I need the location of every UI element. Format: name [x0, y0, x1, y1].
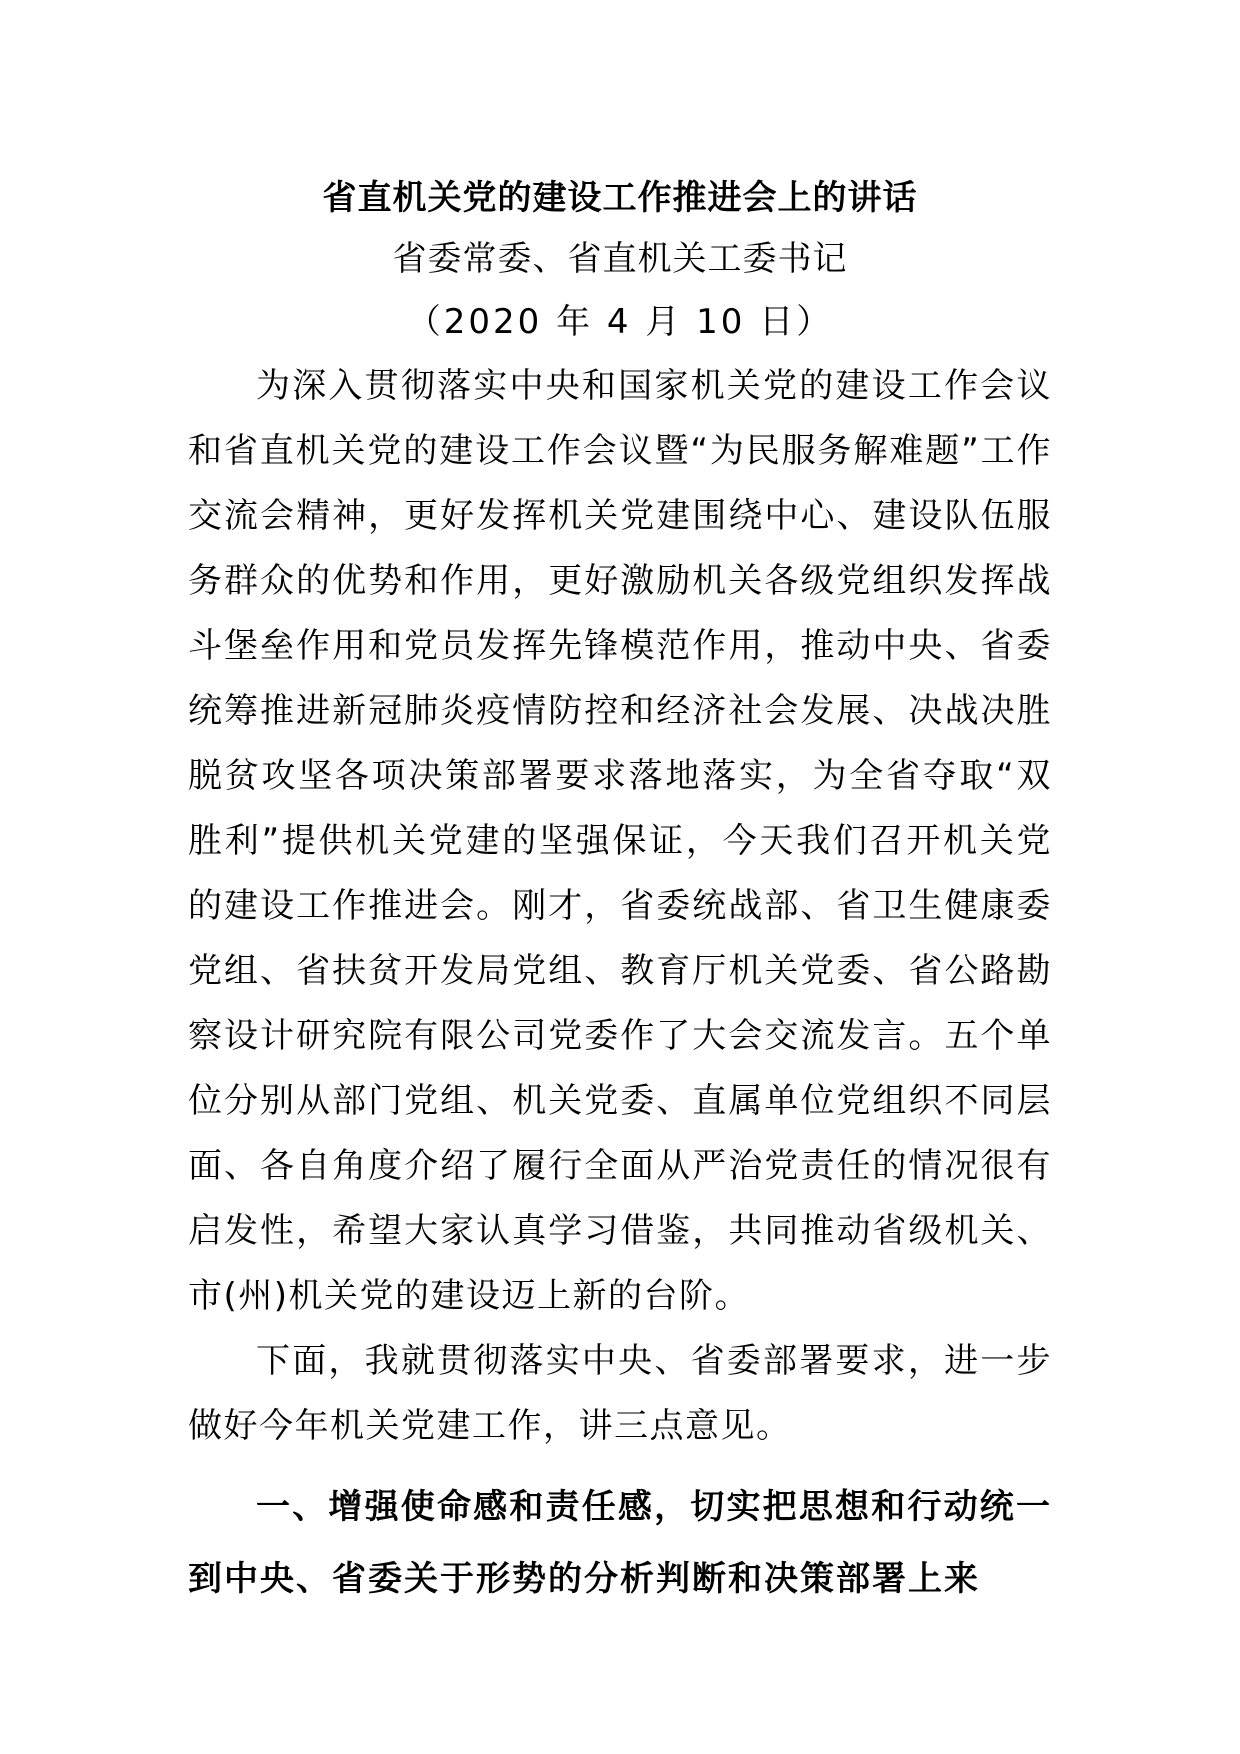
document-body: [188, 168, 1052, 1615]
paragraph-intro: 为深入贯彻落实中央和国家机关党的建设工作会议和省直机关党的建设工作会议暨“为民服务解难题”工作交流会精神，更好发挥机关党建围绕中心、建设队伍服务群众的优势和作用，更好激励机关各级党组织发挥战斗堡垒作用和党员发挥先锋模范作用，推动中央、省委统筹推进新冠肺炎疫情防控和经济社会发展、决战决胜脱贫攻坚各项决策部署要求落地落实，为全省夺取“双胜利”提供机关党建的坚强保证，今天我们召开机关党的建设工作推进会。刚才，省委统战部、省卫生健康委党组、省扶贫开发局党组、教育厅机关党委、省公路勘察设计研究院有限公司党委作了大会交流发言。五个单位分别从部门党组、机关党委、直属单位党组织不同层面、各自角度介绍了履行全面从严治党责任的情况很有启发性，希望大家认真学习借鉴，共同推动省级机关、市(州)机关党的建设迈上新的台阶。: [188, 366, 1052, 1316]
date-line: （2020 年 4 月 10 日）: [406, 302, 834, 342]
paragraph-outline: 下面，我就贯彻落实中央、省委部署要求，进一步做好今年机关党建工作，讲三点意见。: [188, 1341, 1052, 1446]
author-line: 省委常委、省直机关工委书记: [392, 239, 848, 279]
section-heading-1: 一、增强使命感和责任感，切实把思想和行动统一到中央、省委关于形势的分析判断和决策部署上来: [188, 1487, 1052, 1599]
document-title: 省直机关党的建设工作推进会上的讲话: [322, 178, 918, 218]
